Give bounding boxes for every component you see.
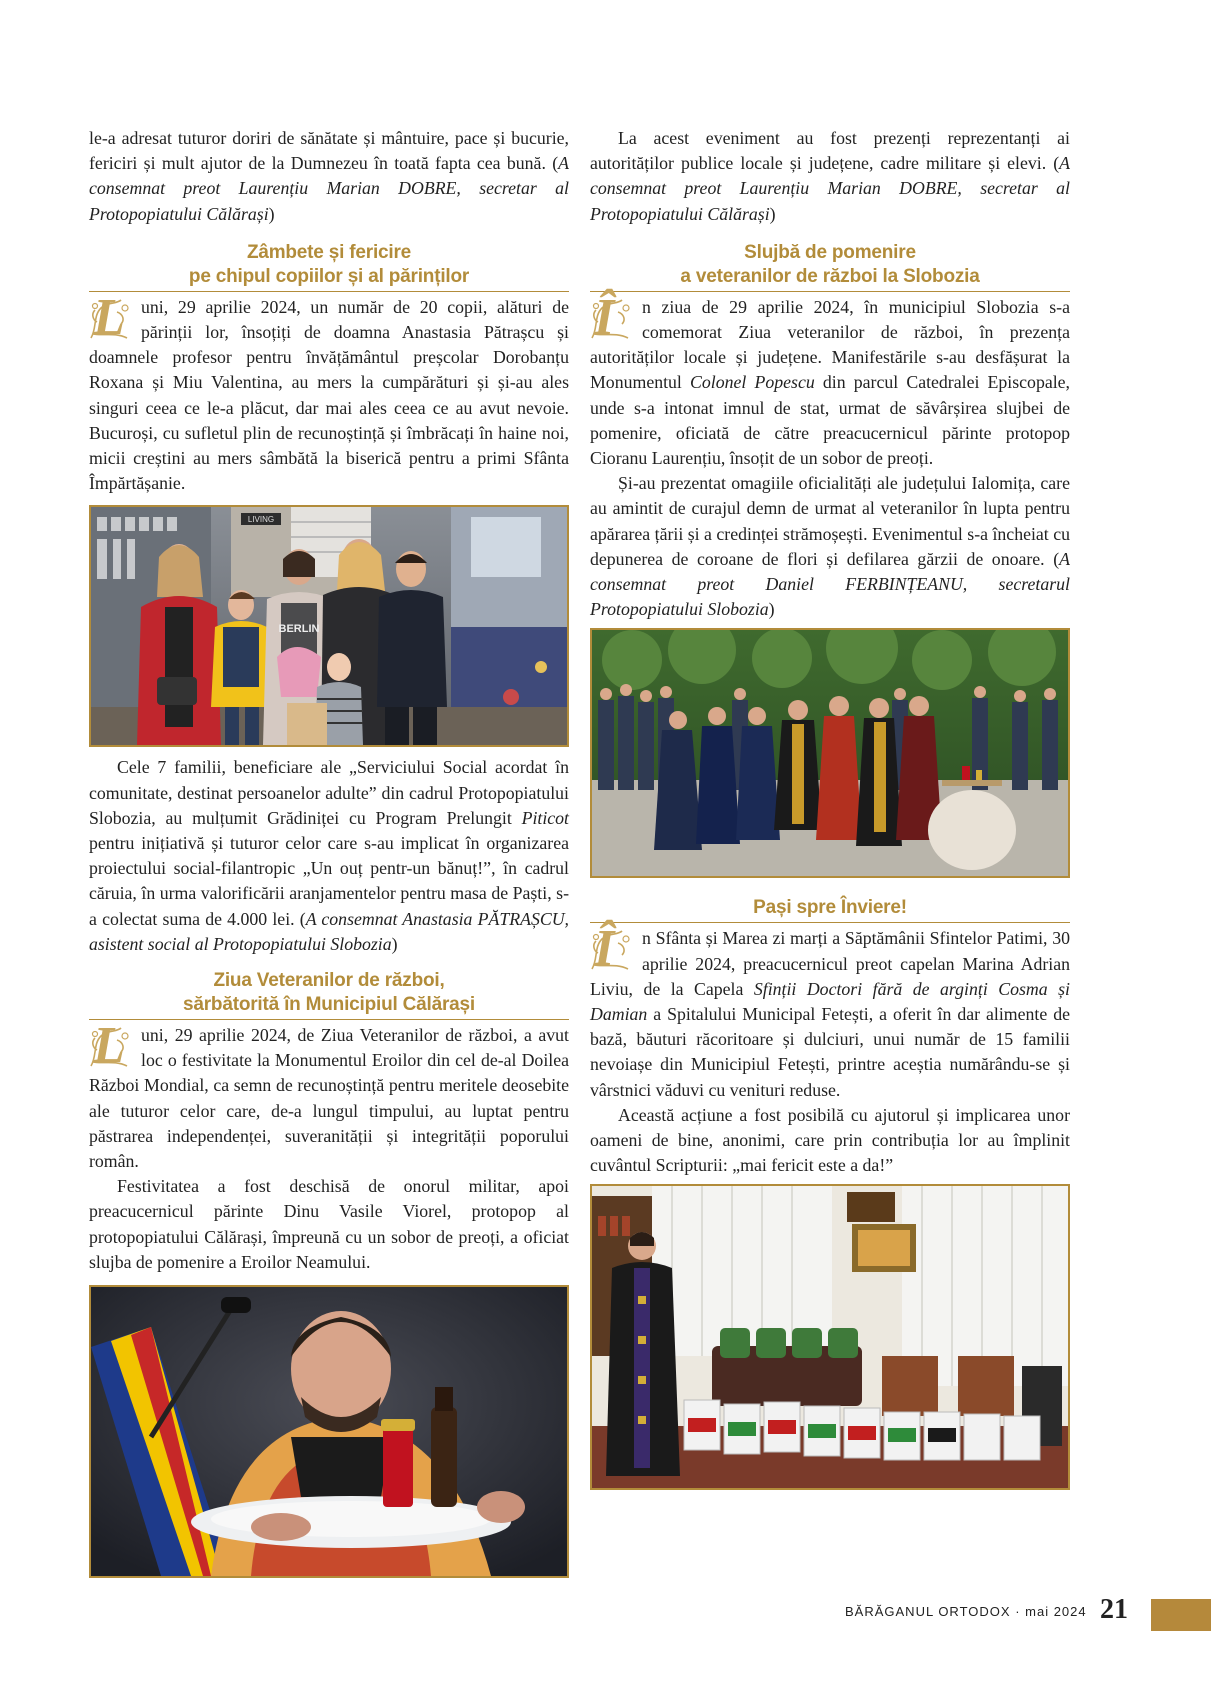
title-rule	[590, 291, 1070, 292]
shop-sign-text: LIVING	[247, 515, 275, 525]
right-intro-signature: A consemnat preot Laurențiu Marian DOBRE, secretar al Protopopiatului Călărași	[590, 153, 1070, 224]
title-rule	[590, 922, 1070, 923]
shirt-text: BERLIN	[278, 623, 320, 636]
article-slobozia-paragraph-2: Și-au prezentat omagiile oficialități ale județului Ialomița, care au amintit de curajul demn de urmat al veteranilor în lupta pentru apărarea țării și a credinței strămoșești. Evenimentul s-a încheiat cu depunerea de coroane de flori și defilarea gărzii de onoare. (A consemnat preot Daniel FERBINȚEANU, secretarul Protopopiatului Slobozia)	[590, 473, 1070, 620]
footer-publication	[845, 1604, 1087, 1619]
photo-memorial-service-slobozia	[590, 628, 1070, 878]
ornamental-dropcap: Î	[588, 298, 636, 342]
article-smiles-paragraph-1: L uni, 29 aprilie 2024, un număr de 20 copii, alături de părinții lor, însoțiți de doamna Anastasia Pătrașcu și doamnele profesor pentru învățământul preșcolar Dorobanțu Roxana și Miu Valentina, au mers la cumpărături și și-au ales singuri ceea ce le-a plăcut, dar mai ales ceea ce au avut nevoie. Bucuroși, cu sufletul plin de recunoștință și îmbrăcați în haine noi, micii creștini au mers sâmbătă la biserică pentru a primi Sfânta Împărtășanie.	[89, 288, 569, 494]
publication-issue: · mai 2024	[1010, 1604, 1087, 1619]
article-veterans-calarasi-paragraph-1: L uni, 29 aprilie 2024, de Ziua Veteranilor de război, a avut loc o festivitate la Monumentul Eroilor din cel de-al Doilea Război Mondial, ca semn de recunoștință pentru meritele deosebite ale tuturor celor care, de-a lungul timpului, au luptat pentru păstrarea independenței, suveranității și integrității poporului român.	[89, 1017, 569, 1172]
article-title-smiles: Zâmbete și fericire pe chipul copiilor și al părinților	[188, 241, 470, 287]
article-slobozia-paragraph-1: Î n ziua de 29 aprilie 2024, în municipiul Slobozia s-a comemorat Ziua veteranilor de război, în prezența autorităților locale și județene. Manifestările s-au desfășurat la Monumentul Colonel Popescu din parcul Catedralei Episcopale, unde s-a intonat imnul de stat, urmat de săvârșirea slujbei de pomenire, oficiată de către preacucernicul părinte protopop Cioranu Laurențiu, însoțit de un sobor de preoți.	[590, 288, 1071, 469]
left-intro-signature: A consemnat preot Laurențiu Marian DOBRE, secretar al Protopopiatului Călărași	[89, 153, 569, 224]
right-intro-paragraph: La acest eveniment au fost prezenți reprezentanți ai autorităților publice locale și județene, cadre militare și elevi. (A consemnat preot Laurențiu Marian DOBRE, secretar al Protopopiatului Călărași)	[590, 128, 1070, 224]
right-column	[590, 126, 1070, 1490]
left-column	[89, 126, 569, 1578]
photo-families-shopping	[89, 505, 569, 747]
article-title-veterans-calarasi: Ziua Veteranilor de război, sărbătorită în Municipiul Călărași	[183, 970, 475, 1016]
article-slobozia-signature: A consemnat preot Daniel FERBINȚEANU, secretarul Protopopiatului Slobozia	[590, 548, 1070, 620]
page-edge-tab	[1151, 1599, 1211, 1631]
left-intro-paragraph: le-a adresat tuturor doriri de sănătate și mântuire, pace și bucurie, fericiri și mult ajutor de la Dumnezeu în toată fapta cea bună. (A consemnat preot Laurențiu Marian DOBRE, secretar al Protopopiatului Călărași)	[89, 128, 569, 224]
title-rule	[89, 291, 569, 292]
photo-chaplain-with-donations	[590, 1184, 1070, 1490]
article-resurrection-paragraph-1: Î n Sfânta și Marea zi marți a Săptămânii Sfintelor Patimi, 30 aprilie 2024, preacucernicul preot capelan Marina Adrian Liviu, de la Capela Sfinții Doctori fără de arginți Cosma și Damian a Spitalului Municipal Fetești, a oferit în dar alimente de bază, băuturi răcoritoare și dulciuri, unui număr de 15 familii nevoiașe din Municipiul Fetești, printre aceștia numărându-se și vârstnici văduvi cu venituri reduse.	[590, 920, 1070, 1100]
ornamental-dropcap: L	[87, 1026, 135, 1070]
article-smiles-paragraph-2: Cele 7 familii, beneficiare ale „Serviciului Social acordat în comunitate, destinat persoanelor adulte” din cadrul Protopopiatului Slobozia, au mulțumit Grădiniței cu Program Prelungit Piticot pentru inițiativă și tuturor celor care s-au implicat în organizarea proiectului social-filantropic „Un ouț pentr-un bănuț!”, în cadrul căruia, în urma valorificării aranjamentelor pentru masa de Paști, s-a colectat suma de 4.000 lei. (A consemnat Anastasia PĂTRAȘCU, asistent social al Protopopiatului Slobozia)	[89, 757, 569, 954]
page-number: 21	[1100, 1594, 1128, 1625]
ornamental-dropcap: Î	[588, 929, 636, 973]
ornamental-dropcap: L	[87, 298, 135, 342]
article-title-commemoration-slobozia: Slujbă de pomenire a veteranilor de război la Slobozia	[680, 241, 980, 287]
title-rule	[89, 1019, 569, 1020]
article-resurrection-paragraph-2: Această acțiune a fost posibilă cu ajutorul și implicarea unor oameni de bine, anonimi, care prin contribuția lor au împlinit cuvântul Scripturii: „mai fericit este a da!”	[590, 1104, 1070, 1176]
article-smiles-signature: A consemnat Anastasia PĂTRAȘCU, asistent social al Protopopiatului Slobozia	[89, 908, 569, 954]
publication-name: BĂRĂGANUL ORTODOX	[845, 1604, 1011, 1619]
article-title-steps-to-resurrection: Pași spre Înviere!	[753, 897, 907, 919]
article-veterans-calarasi-paragraph-2: Festivitatea a fost deschisă de onorul militar, apoi preacucernicul părinte Dinu Vasile Viorel, protopop al protopopiatului Călărași, împreună cu un sobor de preoți, a oficiat slujba de pomenire a Eroilor Neamului.	[89, 1176, 569, 1272]
photo-priest-with-candle	[89, 1285, 569, 1578]
